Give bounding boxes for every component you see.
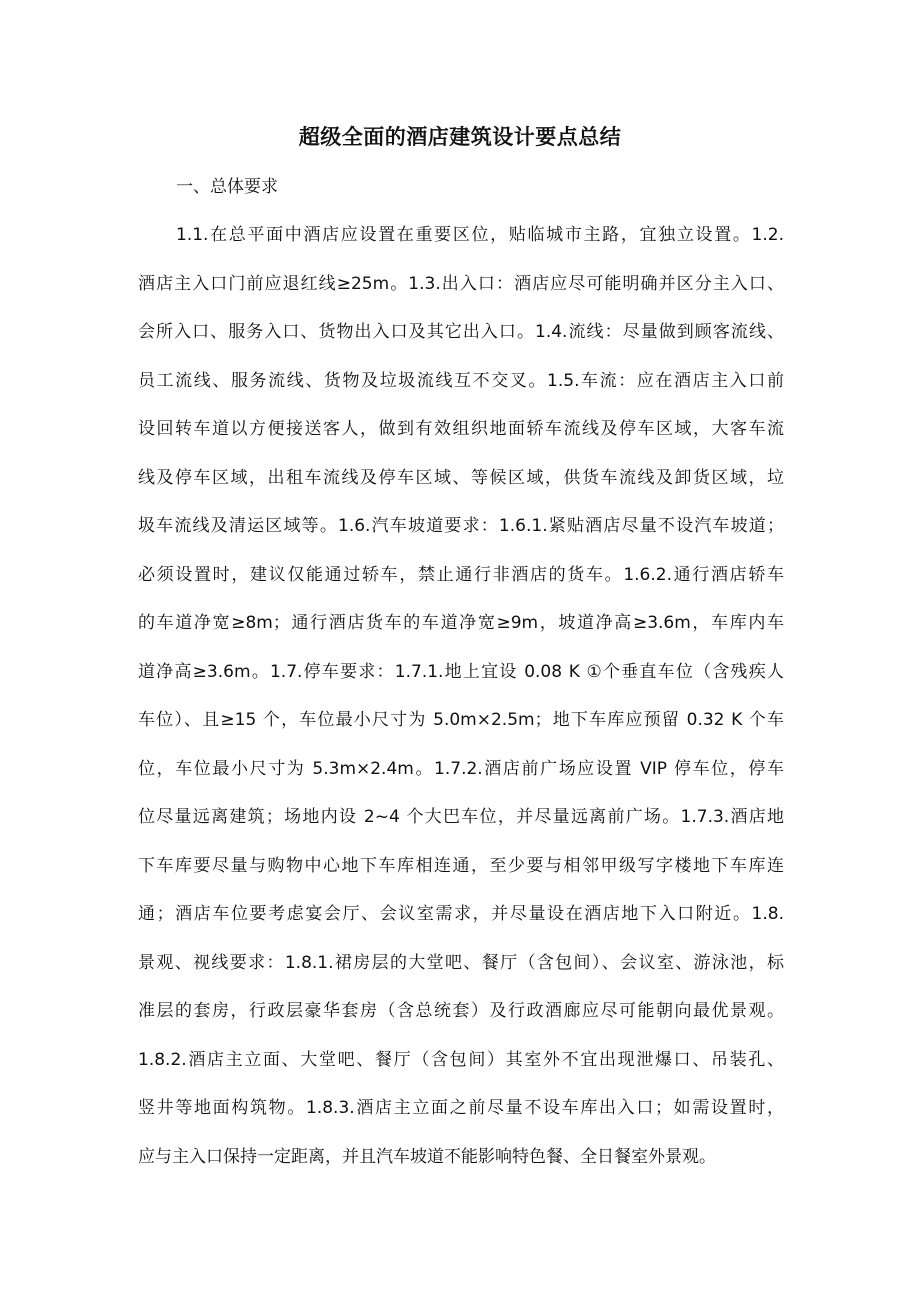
body-line: 下车库要尽量与购物中心地下车库相连通，至少要与相邻甲级写字楼地下车库连: [138, 855, 784, 876]
body-line: 位，车位最小尺寸为 5.3m×2.4m。1.7.2.酒店前广场应设置 VIP 停车位，停车: [138, 758, 784, 779]
section-heading: 一、总体要求: [176, 177, 278, 197]
body-line: 位尽量远离建筑；场地内设 2~4 个大巴车位，并尽量远离前广场。1.7.3.酒店地: [138, 807, 784, 827]
body-line: 必须设置时，建议仅能通过轿车，禁止通行非酒店的货车。1.6.2.通行酒店轿车: [138, 564, 784, 585]
body-line: 设回转车道以方便接送客人，做到有效组织地面轿车流线及停车区域，大客车流: [138, 419, 784, 439]
body-line: 车位）、且≥15 个，车位最小尺寸为 5.0m×2.5m；地下车库应预留 0.32 K 个车: [138, 710, 784, 730]
body-line: 员工流线、服务流线、货物及垃圾流线互不交叉。1.5.车流：应在酒店主入口前: [138, 370, 784, 391]
body-line: 1.1.在总平面中酒店应设置在重要区位，贴临城市主路，宜独立设置。1.2.: [176, 225, 784, 245]
body-line: 竖井等地面构筑物。1.8.3.酒店主立面之前尽量不设车库出入口；如需设置时，: [138, 1098, 784, 1118]
body-line: 酒店主入口门前应退红线≥25m。1.3.出入口：酒店应尽可能明确并区分主入口、: [138, 273, 784, 294]
body-line: 1.8.2.酒店主立面、大堂吧、餐厅（含包间）其室外不宜出现泄爆口、吊装孔、: [138, 1049, 784, 1070]
body-line: 应与主入口保持一定距离，并且汽车坡道不能影响特色餐、全日餐室外景观。: [138, 1146, 716, 1167]
body-line: 通；酒店车位要考虑宴会厅、会议室需求，并尽量设在酒店地下入口附近。1.8.: [138, 904, 784, 924]
body-line: 圾车流线及清运区域等。1.6.汽车坡道要求：1.6.1.紧贴酒店尽量不设汽车坡道；: [138, 516, 784, 536]
body-line: 线及停车区域，出租车流线及停车区域、等候区域，供货车流线及卸货区域，垃: [138, 467, 784, 488]
document-body: [138, 220, 784, 1190]
body-line: 景观、视线要求：1.8.1.裙房层的大堂吧、餐厅（含包间）、会议室、游泳池，标: [138, 952, 784, 973]
body-line: 会所入口、服务入口、货物出入口及其它出入口。1.4.流线：尽量做到顾客流线、: [138, 322, 784, 342]
body-line: 准层的套房，行政层豪华套房（含总统套）及行政酒廊应尽可能朝向最优景观。: [138, 1001, 784, 1021]
document-title: 超级全面的酒店建筑设计要点总结: [298, 125, 622, 149]
body-line: 道净高≥3.6m。1.7.停车要求：1.7.1.地上宜设 0.08 K ①个垂直车位（含残疾人: [138, 661, 784, 682]
body-line: 的车道净宽≥8m；通行酒店货车的车道净宽≥9m，坡道净高≥3.6m，车库内车: [138, 613, 784, 633]
